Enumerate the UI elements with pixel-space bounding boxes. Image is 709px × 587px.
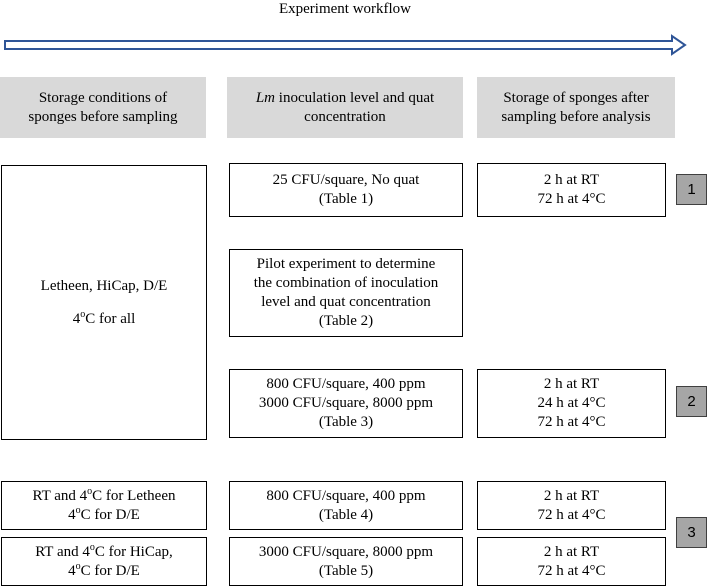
right-box-3-line2: 72 h at 4°C xyxy=(537,506,606,523)
header-storage-before xyxy=(0,77,206,138)
middle-box-table2-line2: the combination of inoculation xyxy=(253,275,439,291)
middle-box-table4 xyxy=(229,481,463,530)
middle-box-table2-line4: (Table 2) xyxy=(318,313,374,329)
middle-box-table5 xyxy=(229,537,463,586)
badge-3: 3 xyxy=(676,517,707,548)
header-inoculation xyxy=(227,77,463,138)
right-box-4-line1: 2 h at RT xyxy=(543,543,600,560)
right-box-2-line1: 2 h at RT xyxy=(543,376,600,392)
left-row-box-2 xyxy=(1,537,207,586)
header-storage-after-line2: sampling before analysis xyxy=(501,108,651,125)
middle-box-table5-line1: 3000 CFU/square, 8000 ppm xyxy=(258,543,434,560)
left-row-2-line1: RT and 4$^o$C for HiCap, xyxy=(35,541,173,560)
middle-box-table2-line1: Pilot experiment to determine xyxy=(256,256,436,272)
left-row-1-line1: RT and 4$^o$C for Letheen xyxy=(32,485,176,504)
middle-box-table3-line3: (Table 3) xyxy=(318,414,374,430)
middle-box-table2 xyxy=(229,249,463,337)
left-main-line2: 4$^o$C for all xyxy=(72,308,136,327)
header-storage-before-line1: Storage conditions of xyxy=(38,89,168,106)
middle-box-table3-line1: 800 CFU/square, 400 ppm xyxy=(266,376,426,392)
middle-box-table5-line2: (Table 5) xyxy=(318,562,374,579)
header-inoculation-line1 xyxy=(256,89,434,108)
middle-box-table1-line2: (Table 1) xyxy=(318,191,374,207)
middle-box-table2-line3: level and quat concentration xyxy=(261,294,431,310)
middle-box-table3 xyxy=(229,369,463,438)
workflow-title: Experiment workflow xyxy=(278,1,412,17)
right-box-1-line2: 72 h at 4°C xyxy=(537,191,606,207)
workflow-arrow xyxy=(4,34,688,56)
left-main-line1: Letheen, HiCap, D/E xyxy=(40,277,168,294)
right-box-3 xyxy=(477,481,666,530)
left-row-box-1 xyxy=(1,481,207,530)
badge-1: 1 xyxy=(676,174,707,205)
right-box-3-line1: 2 h at RT xyxy=(543,487,600,504)
header-storage-after xyxy=(477,77,675,138)
header-inoculation-rest: inoculation level and quat xyxy=(275,89,435,106)
right-box-4 xyxy=(477,537,666,586)
header-storage-before-line2: sponges before sampling xyxy=(28,108,178,125)
left-row-1-line2: 4$^o$C for D/E xyxy=(68,504,140,523)
left-main-box xyxy=(1,165,207,440)
header-inoculation-line2: concentration xyxy=(304,108,386,125)
right-box-1-line1: 2 h at RT xyxy=(543,172,600,188)
badge-2: 2 xyxy=(676,386,707,417)
right-box-4-line2: 72 h at 4°C xyxy=(537,562,606,579)
header-lm-italic: Lm xyxy=(255,89,276,106)
right-box-2 xyxy=(477,369,666,438)
right-box-2-line3: 72 h at 4°C xyxy=(537,414,606,430)
middle-box-table4-line1: 800 CFU/square, 400 ppm xyxy=(266,487,426,504)
header-storage-after-line1: Storage of sponges after xyxy=(503,89,649,106)
right-box-2-line2: 24 h at 4°C xyxy=(537,395,606,411)
middle-box-table1 xyxy=(229,163,463,217)
left-row-2-line2: 4$^o$C for D/E xyxy=(68,560,140,579)
middle-box-table4-line2: (Table 4) xyxy=(318,506,374,523)
middle-box-table3-line2: 3000 CFU/square, 8000 ppm xyxy=(258,395,434,411)
middle-box-table1-line1: 25 CFU/square, No quat xyxy=(272,172,420,188)
right-box-1 xyxy=(477,163,666,217)
